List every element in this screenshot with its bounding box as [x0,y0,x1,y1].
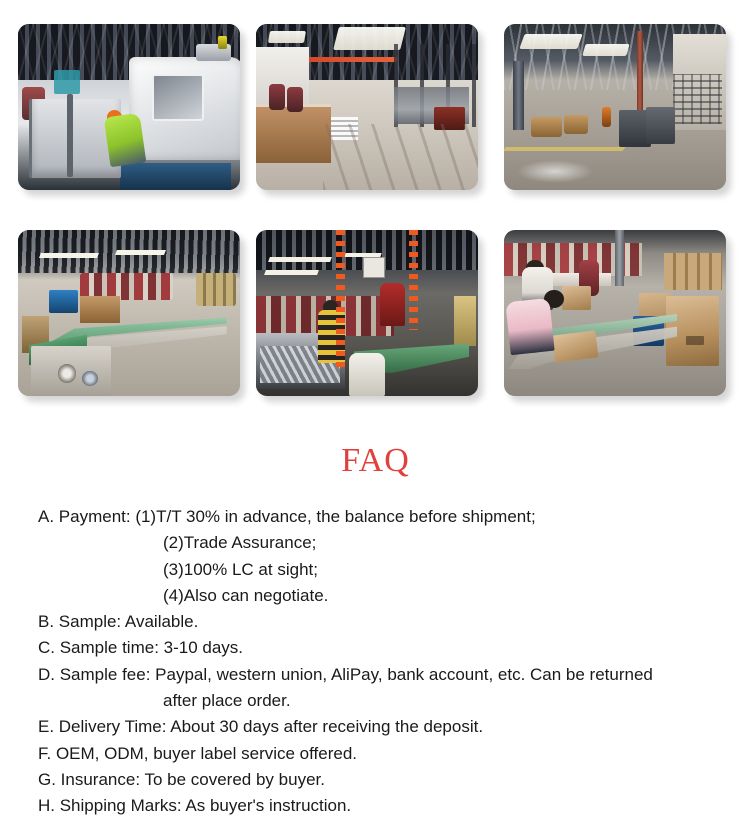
faq-line: E. Delivery Time: About 30 days after receiving the deposit. [38,717,484,737]
orange-spiral-air-hose [336,230,345,369]
photo-6-scene [504,230,726,396]
photo-2-scene [256,24,478,190]
wet-floor-reflection [517,160,592,183]
worker-green-shirt [104,113,146,167]
hanging-sign [363,257,385,279]
photo-5-scene [256,230,478,396]
carton-label [686,336,704,344]
faq-line: C. Sample time: 3-10 days. [38,638,244,658]
orange-spiral-air-hose [409,230,418,330]
ceiling-light [39,253,99,258]
factory-photo-6 [504,230,726,396]
faq-line: H. Shipping Marks: As buyer's instruction. [38,796,352,816]
faq-line: G. Insurance: To be covered by buyer. [38,769,325,789]
floor-line-marking [504,147,626,151]
floor-tire-tracks [323,124,478,190]
faq-title: FAQ [341,442,410,479]
drive-pulley [82,371,98,386]
fluorescent-tube [268,257,332,262]
wooden-workbench [256,107,331,163]
photo-1-scene [18,24,240,190]
faq-line: D. Sample fee: Paypal, western union, AliPay, bank account, etc. Can be returned [38,664,653,684]
paper-bale [531,117,562,137]
trolley-rail [67,94,74,177]
worker-orange-vest [602,107,611,127]
cardboard-box [551,330,598,362]
white-sack [349,353,385,396]
signal-beacon [218,36,227,49]
metal-bin [646,107,675,144]
left-pillar [513,61,524,131]
cardboard-box [562,286,591,309]
faq-line: (4)Also can negotiate. [163,585,329,605]
floor-mat [120,163,231,190]
faq-line: (2)Trade Assurance; [163,533,317,553]
operator [269,84,285,111]
machine-window [152,74,205,121]
worker-pink-shirt [506,298,556,355]
skylight-panel [582,44,630,56]
stacked-cartons [664,253,722,290]
factory-photo-4 [18,230,240,396]
faq-line: A. Payment: (1)T/T 30% in advance, the balance before shipment; [38,507,536,526]
operator [287,87,303,112]
factory-photo-2 [256,24,478,190]
stock-shelf [454,296,476,346]
stacked-drums [196,273,236,306]
faq-line: F. OEM, ODM, buyer label service offered. [38,743,358,763]
photo-3-scene [504,24,726,190]
faq-line: B. Sample: Available. [38,612,199,632]
teal-cabinet [54,70,81,93]
skylight-panel [519,34,582,49]
ceiling-light [115,250,166,255]
faq-line: (3)100% LC at sight; [163,559,318,579]
cardboard-cartons [80,296,120,323]
support-pillar [615,230,624,286]
worker-red-jacket [380,283,404,326]
blue-machine [49,290,78,313]
storage-rack [673,74,722,124]
fluorescent-tube [264,270,319,275]
factory-photo-1 [18,24,240,190]
factory-photo-3 [504,24,726,190]
paper-bale [564,115,588,133]
photo-4-scene [18,230,240,396]
drive-pulley [58,364,76,382]
factory-photo-5 [256,230,478,396]
skylight-panel [268,31,306,43]
faq-list [0,504,751,820]
faq-line: after place order. [163,691,291,711]
